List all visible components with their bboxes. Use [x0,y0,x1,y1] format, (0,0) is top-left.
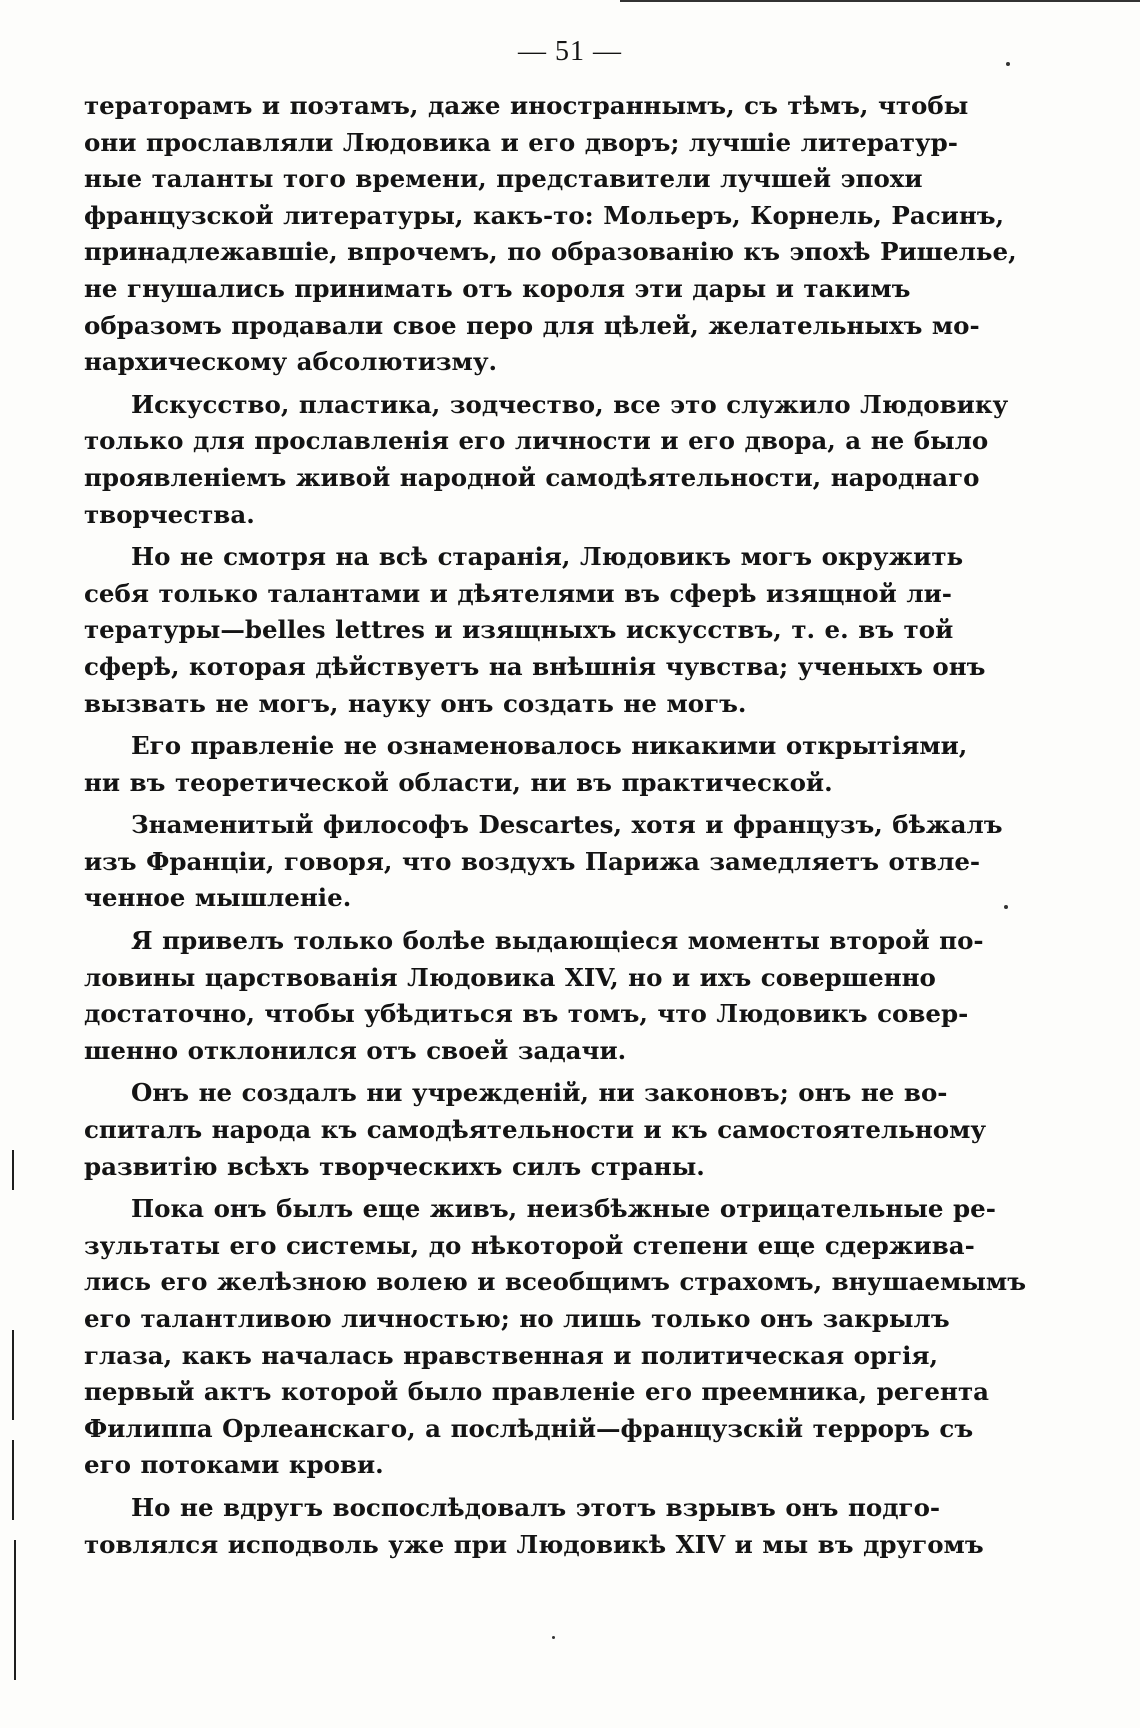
margin-mark [12,1150,14,1190]
text-line: только для прославленія его личности и его двора, а не было [84,426,989,456]
paragraph [84,923,984,1069]
text-line: Искусство, пластика, зодчество, все это служило Людовику [131,389,1009,419]
text-line: тераторамъ и поэтамъ, даже иностраннымъ, съ тѣмъ, чтобы [84,91,969,120]
text-line: шенно отклонился отъ своей задачи. [84,1035,627,1065]
text-line: Его правленіе не ознаменовалось никакими открытіями, [131,731,968,761]
paragraph [84,387,1009,533]
text-line: не гнушались принимать отъ короля эти дары и такимъ [84,273,911,303]
scan-speck [552,1636,555,1639]
margin-mark [12,1440,14,1520]
text-line: Филиппа Орлеанскаго, а послѣдній—французскій терроръ съ [84,1413,974,1443]
text-line: изъ Франціи, говоря, что воздухъ Парижа замедляетъ отвле- [84,846,981,876]
scan-speck [1004,905,1008,909]
text-line: первый актъ которой было правленіе его преемника, регента [84,1377,989,1407]
paragraph [84,1490,984,1563]
scan-edge-line [620,0,1140,2]
paragraph [84,539,986,722]
text-line: спиталъ народа къ самодѣятельности и къ самостоятельному [84,1115,987,1145]
text-line: ни въ теоретической области, ни въ практической. [84,767,833,797]
text-line: проявленіемъ живой народной самодѣятельности, народнаго [84,462,980,492]
text-line: развитію всѣхъ творческихъ силъ страны. [84,1151,705,1181]
text-line: французской литературы, какъ-то: Мольеръ, Корнель, Расинъ, [84,200,1005,230]
paragraph [84,1075,987,1185]
scan-speck [1006,62,1010,66]
text-line: Онъ не создалъ ни учрежденій, ни законовъ; онъ не во- [131,1078,948,1108]
text-line: его талантливою личностью; но лишь только онъ закрылъ [84,1304,950,1333]
page-number: — 51 — [518,36,622,67]
paragraph [84,1191,1026,1484]
text-line: Но не смотря на всѣ старанія, Людовикъ могъ окружить [131,542,964,572]
text-line: сферѣ, которая дѣйствуетъ на внѣшнія чувства; ученыхъ онъ [84,651,986,681]
text-line: Я привелъ только болѣе выдающіеся моменты второй по- [131,926,984,956]
text-line: вызвать не могъ, науку онъ создать не могъ. [84,688,747,718]
margin-mark [14,1540,16,1680]
paragraph [84,88,1017,381]
text-line: ловины царствованія Людовика XIV, но и ихъ совершенно [84,962,936,992]
text-line: достаточно, чтобы убѣдиться въ томъ, что Людовикъ совер- [84,999,969,1029]
text-line: Пока онъ былъ еще живъ, неизбѣжные отрицательные ре- [131,1194,996,1224]
paragraph [84,807,1003,917]
text-line: нархическому абсолютизму. [84,347,498,377]
text-line: принадлежавшіе, впрочемъ, по образованію къ эпохѣ Ришелье, [84,237,1017,267]
paragraph [84,728,968,801]
text-line: образомъ продавали свое перо для цѣлей, желательныхъ мо- [84,310,980,340]
text-line: творчества. [84,499,255,529]
text-line: Знаменитый философъ Descartes, хотя и французъ, бѣжалъ [131,810,1003,840]
margin-mark [12,1330,14,1420]
body-text [84,88,1026,1563]
text-line: Но не вдругъ воспослѣдовалъ этотъ взрывъ онъ подго- [131,1492,941,1522]
text-line: они прославляли Людовика и его дворъ; лучшіе литератур- [84,127,958,157]
text-line: его потоками крови. [84,1450,384,1480]
text-line: товлялся исподволь уже при Людовикѣ XIV и мы въ другомъ [84,1529,984,1559]
text-line: ные таланты того времени, представители лучшей эпохи [84,164,923,194]
text-line: тературы—belles lettres и изящныхъ искусствъ, т. е. въ той [84,615,954,645]
text-line: зультаты его системы, до нѣкоторой степени еще сдержива- [84,1230,975,1260]
text-line: себя только талантами и дѣятелями въ сферѣ изящной ли- [84,578,952,608]
text-line: ченное мышленіе. [84,883,352,913]
text-line: глаза, какъ началась нравственная и политическая оргія, [84,1340,939,1370]
text-line: лись его желѣзною волею и всеобщимъ страхомъ, внушаемымъ [84,1267,1026,1297]
